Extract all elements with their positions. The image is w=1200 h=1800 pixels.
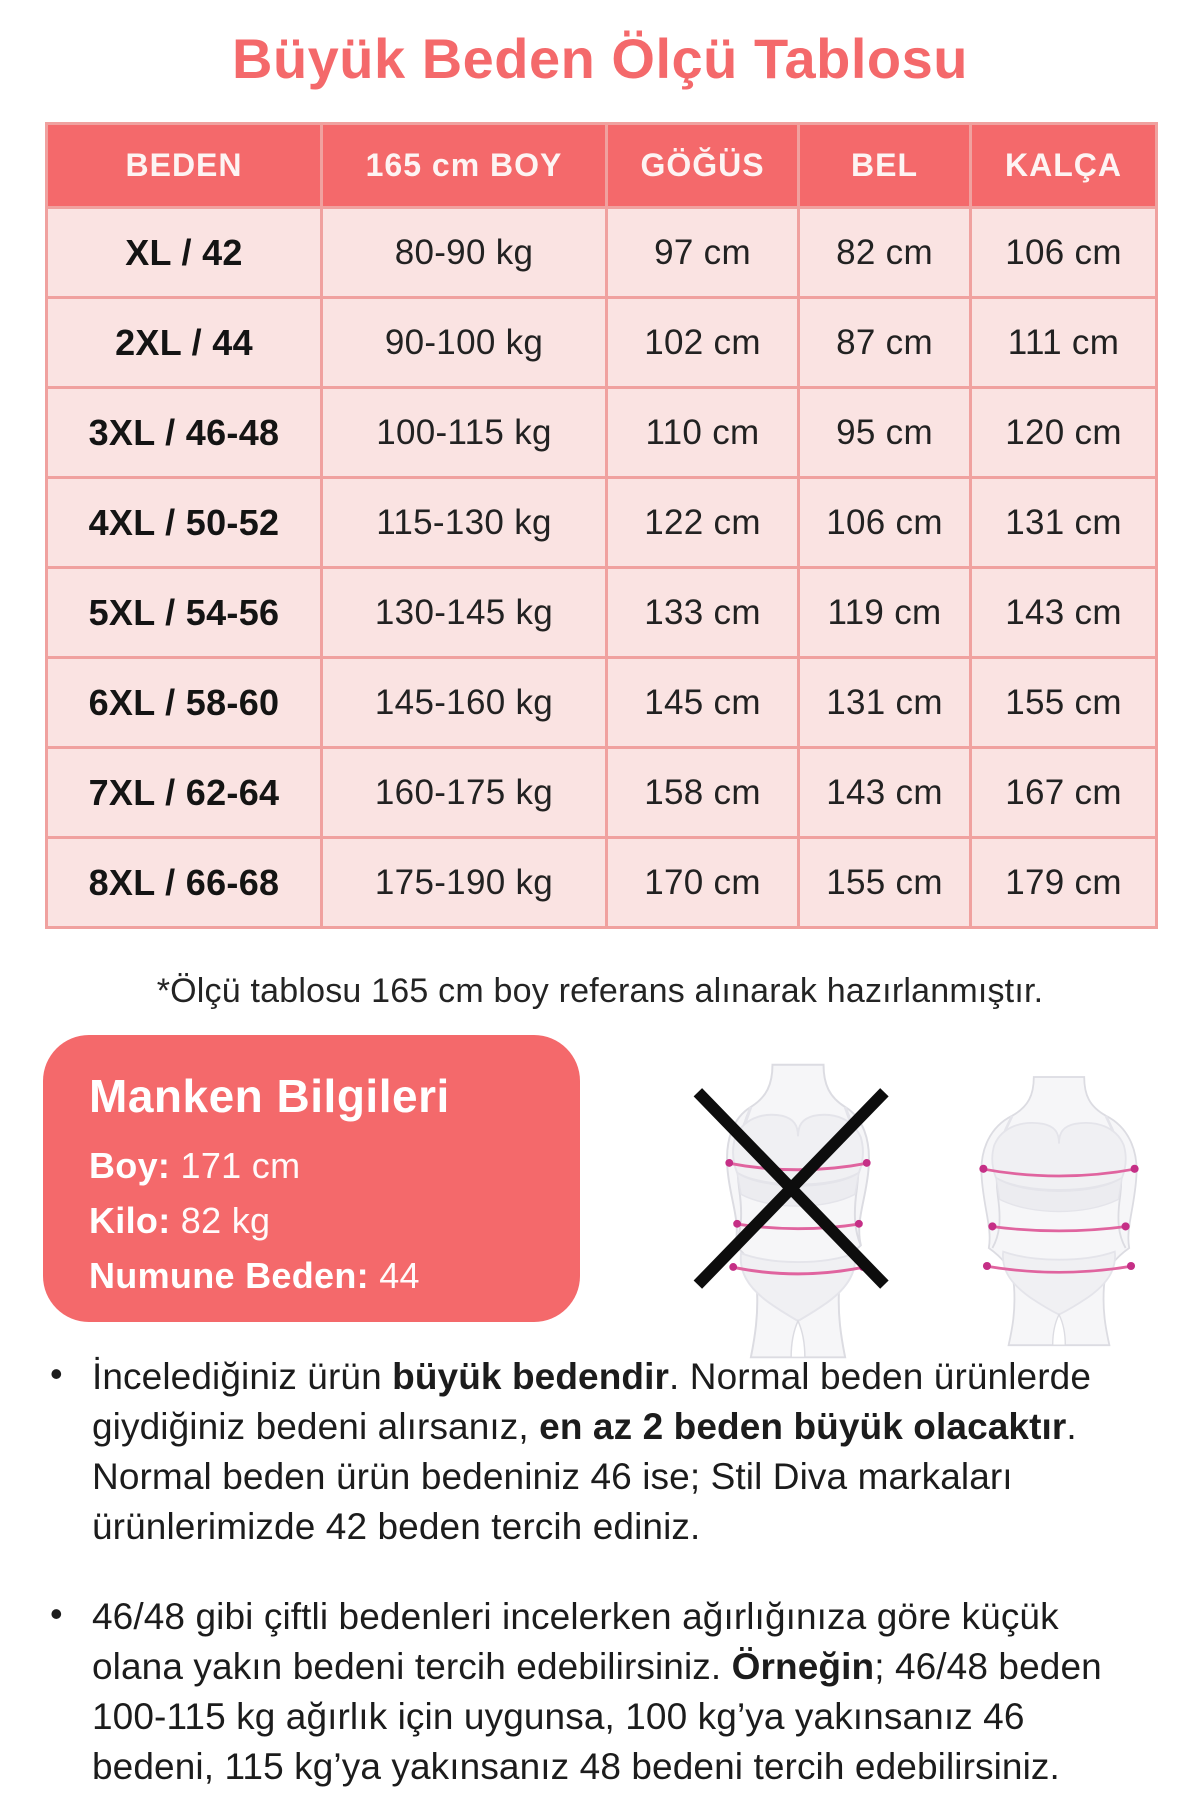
- measurement-cell: 179 cm: [971, 838, 1157, 928]
- model-field-value: 171 cm: [170, 1145, 301, 1186]
- model-info-field: [89, 1145, 552, 1187]
- model-field-value: 44: [368, 1255, 420, 1296]
- bullet-text-bold: en az 2 beden büyük olacaktır: [539, 1406, 1067, 1447]
- measurement-cell: 145 cm: [607, 658, 799, 748]
- table-row: [47, 478, 1157, 568]
- bullet-text: . Normal beden ürün bedeniniz 46 ise; Stil Diva markaları ürünlerimizde 42 beden tercih ediniz.: [92, 1406, 1077, 1547]
- measurement-cell: 100-115 kg: [322, 388, 607, 478]
- measurement-cell: 170 cm: [607, 838, 799, 928]
- measurement-cell: 131 cm: [799, 658, 971, 748]
- size-cell: 8XL / 66-68: [47, 838, 322, 928]
- column-header: 165 cm BOY: [322, 124, 607, 208]
- bullet-text-bold: büyük bedendir: [392, 1356, 670, 1397]
- bullet-item: [48, 1352, 1156, 1552]
- table-row: [47, 208, 1157, 298]
- table-header-row: [47, 124, 1157, 208]
- size-cell: 3XL / 46-48: [47, 388, 322, 478]
- bullet-text: 46/48 gibi çiftli bedenleri incelerken ağırlığınıza göre küçük olana yakın bedeni tercih edebilirsiniz.: [92, 1596, 1059, 1687]
- measurement-cell: 145-160 kg: [322, 658, 607, 748]
- plus-size-body-icon: [960, 1060, 1158, 1364]
- measurement-cell: 130-145 kg: [322, 568, 607, 658]
- measurement-cell: 155 cm: [799, 838, 971, 928]
- table-row: [47, 568, 1157, 658]
- model-field-value: 82 kg: [170, 1200, 271, 1241]
- measurement-cell: 106 cm: [799, 478, 971, 568]
- measurement-cell: 119 cm: [799, 568, 971, 658]
- bullet-text-bold: Örneğin: [731, 1646, 875, 1687]
- measurement-cell: 106 cm: [971, 208, 1157, 298]
- measurement-cell: 97 cm: [607, 208, 799, 298]
- measurement-cell: 155 cm: [971, 658, 1157, 748]
- measurement-cell: 133 cm: [607, 568, 799, 658]
- bullet-marker: •: [50, 1353, 63, 1394]
- measurement-cell: 80-90 kg: [322, 208, 607, 298]
- model-info-field: [89, 1255, 552, 1297]
- measurement-cell: 158 cm: [607, 748, 799, 838]
- size-cell: 5XL / 54-56: [47, 568, 322, 658]
- measurement-cell: 111 cm: [971, 298, 1157, 388]
- table-row: [47, 658, 1157, 748]
- measurement-cell: 82 cm: [799, 208, 971, 298]
- column-header: GÖĞÜS: [607, 124, 799, 208]
- size-table: [45, 122, 1158, 929]
- measurement-cell: 95 cm: [799, 388, 971, 478]
- page-title: Büyük Beden Ölçü Tablosu: [232, 27, 968, 90]
- size-cell: 7XL / 62-64: [47, 748, 322, 838]
- model-field-label: Numune Beden:: [89, 1255, 369, 1296]
- table-footnote: *Ölçü tablosu 165 cm boy referans alınarak hazırlanmıştır.: [156, 972, 1044, 1010]
- column-header: KALÇA: [971, 124, 1157, 208]
- table-row: [47, 388, 1157, 478]
- bullet-item: [48, 1592, 1156, 1792]
- measurement-cell: 90-100 kg: [322, 298, 607, 388]
- measurement-cell: 115-130 kg: [322, 478, 607, 568]
- measurement-cell: 143 cm: [799, 748, 971, 838]
- measurement-cell: 160-175 kg: [322, 748, 607, 838]
- column-header: BEL: [799, 124, 971, 208]
- table-row: [47, 748, 1157, 838]
- measurement-cell: 143 cm: [971, 568, 1157, 658]
- measurement-cell: 175-190 kg: [322, 838, 607, 928]
- size-cell: 4XL / 50-52: [47, 478, 322, 568]
- measurement-cell: 167 cm: [971, 748, 1157, 838]
- table-row: [47, 298, 1157, 388]
- size-cell: 6XL / 58-60: [47, 658, 322, 748]
- crossed-out-normal-body-icon: [690, 1062, 906, 1362]
- bullet-text: ; 46/48 beden 100-115 kg ağırlık için uygunsa, 100 kg’ya yakınsanız 46 bedeni, 115 kg’ya yakınsanız 48 bedeni tercih edebilirsiniz.: [92, 1646, 1102, 1787]
- wrong-size-figure: [690, 1062, 906, 1362]
- model-info-card: [43, 1035, 580, 1322]
- model-field-label: Boy:: [89, 1145, 171, 1186]
- correct-size-figure: [960, 1060, 1158, 1364]
- table-row: [47, 838, 1157, 928]
- bullet-text: . Normal beden ürünlerde giydiğiniz bedeni alırsanız,: [92, 1356, 1092, 1447]
- bullet-text: İncelediğiniz ürün: [92, 1356, 393, 1397]
- measurement-cell: 120 cm: [971, 388, 1157, 478]
- size-cell: XL / 42: [47, 208, 322, 298]
- measurement-cell: 122 cm: [607, 478, 799, 568]
- measurement-cell: 102 cm: [607, 298, 799, 388]
- size-cell: 2XL / 44: [47, 298, 322, 388]
- model-info-title: Manken Bilgileri: [89, 1070, 450, 1122]
- column-header: BEDEN: [47, 124, 322, 208]
- model-info-field: [89, 1200, 552, 1242]
- measurement-cell: 87 cm: [799, 298, 971, 388]
- measurement-cell: 110 cm: [607, 388, 799, 478]
- measurement-cell: 131 cm: [971, 478, 1157, 568]
- model-field-label: Kilo:: [89, 1200, 171, 1241]
- bullet-marker: •: [50, 1593, 63, 1634]
- info-bullet-list: [48, 1352, 1156, 1800]
